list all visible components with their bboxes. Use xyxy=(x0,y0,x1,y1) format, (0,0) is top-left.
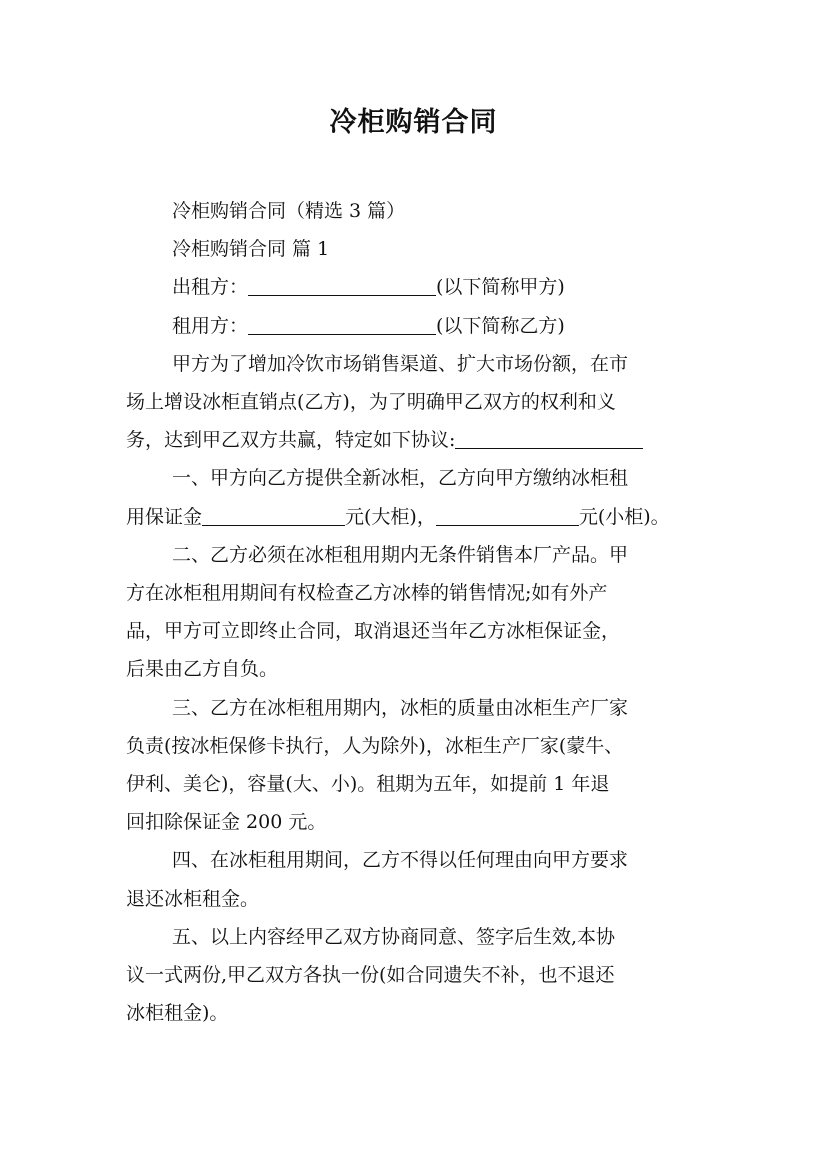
lessee-blank xyxy=(248,314,436,335)
lessee-suffix: (以下简称乙方) xyxy=(436,314,565,337)
clause-3-line-2: 负责(按冰柜保修卡执行，人为除外)，冰柜生产厂家(蒙牛、 xyxy=(126,734,624,757)
clause-3-line-4: 回扣除保证金 200 元。 xyxy=(126,811,327,834)
large-cabinet-deposit-blank xyxy=(202,505,345,526)
clause-1-line-2 xyxy=(126,498,716,536)
clause-4 xyxy=(126,841,716,917)
clause-3-line-1: 三、乙方在冰柜租用期内，冰柜的质量由冰柜生产厂家 xyxy=(172,696,629,719)
lessor-line xyxy=(126,268,716,306)
lessor-blank xyxy=(248,275,436,296)
deposit-label: 用保证金 xyxy=(126,505,203,528)
small-cabinet-text: 元(小柜)。 xyxy=(578,505,670,528)
clause-1-line-1: 一、甲方向乙方提供全新冰柜，乙方向甲方缴纳冰柜租 xyxy=(172,467,629,490)
small-cabinet-deposit-blank xyxy=(436,505,579,526)
clause-5-line-2: 议一式两份,甲乙双方各执一份(如合同遗失不补，也不退还 xyxy=(126,964,615,987)
large-cabinet-text: 元(大柜)， xyxy=(345,505,436,528)
clause-4-line-1: 四、在冰柜租用期间，乙方不得以任何理由向甲方要求 xyxy=(172,849,629,872)
clause-3 xyxy=(126,689,716,842)
clause-4-line-2: 退还冰柜租金。 xyxy=(126,887,260,910)
chapter-heading: 冷柜购销合同 篇 1 xyxy=(172,238,330,261)
clause-2 xyxy=(126,536,716,689)
lessor-suffix: (以下简称甲方) xyxy=(436,276,565,299)
clause-1 xyxy=(126,459,716,535)
clause-2-line-2: 方在冰柜租用期间有权检查乙方冰棒的销售情况;如有外产 xyxy=(126,582,608,605)
clause-5-line-3: 冰柜租金)。 xyxy=(126,1002,229,1025)
lessee-label: 租用方： xyxy=(172,314,249,337)
document-title: 冷柜购销合同 xyxy=(329,107,498,138)
agreement-blank xyxy=(455,428,643,449)
intro-line-3 xyxy=(126,421,716,459)
clause-2-line-4: 后果由乙方自负。 xyxy=(126,658,279,681)
clause-2-line-3: 品，甲方可立即终止合同，取消退还当年乙方冰柜保证金， xyxy=(126,620,621,643)
subtitle-line: 冷柜购销合同（精选 3 篇） xyxy=(172,200,406,222)
clause-2-line-1: 二、乙方必须在冰柜租用期内无条件销售本厂产品。甲 xyxy=(172,543,629,566)
intro-line-3-text: 务，达到甲乙双方共赢，特定如下协议: xyxy=(126,429,456,452)
intro-line-2: 场上增设冰柜直销点(乙方)，为了明确甲乙双方的权利和义 xyxy=(126,391,616,414)
lessor-label: 出租方： xyxy=(172,276,249,299)
intro-paragraph xyxy=(126,345,716,460)
clause-3-line-3: 伊利、美仑)，容量(大、小)。租期为五年，如提前 1 年退 xyxy=(126,773,610,796)
clause-5 xyxy=(126,918,716,1033)
intro-line-1: 甲方为了增加冷饮市场销售渠道、扩大市场份额，在市 xyxy=(172,352,629,375)
document-body xyxy=(126,192,716,1032)
clause-5-line-1: 五、以上内容经甲乙双方协商同意、签字后生效,本协 xyxy=(172,925,616,948)
lessee-line xyxy=(126,307,716,345)
